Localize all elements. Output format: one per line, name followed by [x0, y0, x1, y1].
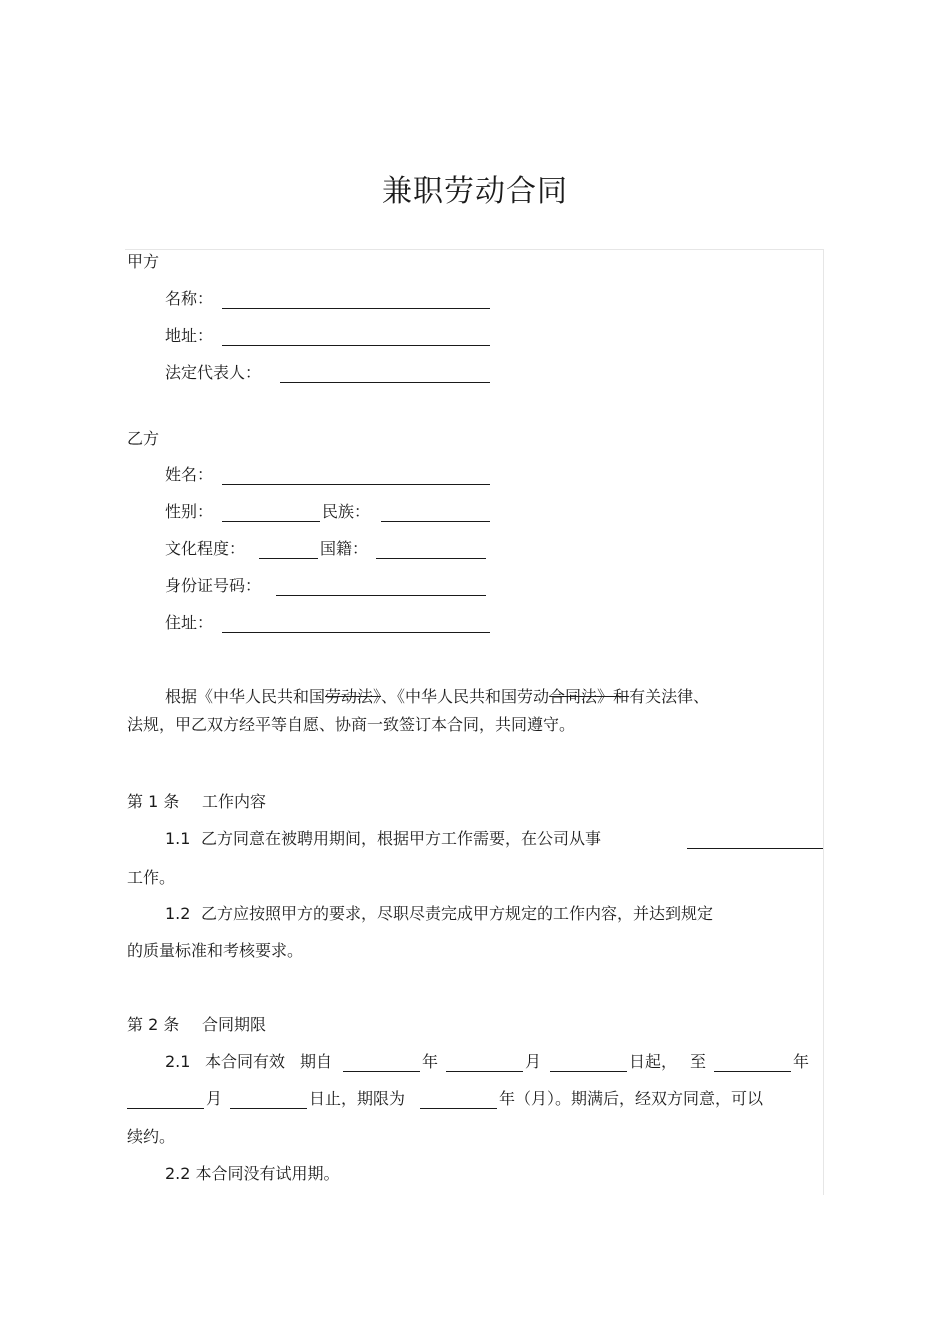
clause-1-1-text: 乙方同意在被聘用期间，根据甲方工作需要，在公司从事 [201, 829, 602, 848]
start-day-label: 日起， [629, 1052, 678, 1071]
party-b-education-field[interactable] [259, 540, 318, 559]
party-b-nationality-label: 国籍： [320, 539, 369, 558]
clause-1-2-text: 乙方应按照甲方的要求，尽职尽责完成甲方规定的工作内容，并达到规定 [201, 904, 714, 923]
party-b-heading: 乙方 [127, 429, 160, 448]
clause-2-2-text: 2.2 本合同没有试用期。 [165, 1164, 340, 1183]
document-title: 兼职劳动合同 [382, 174, 568, 209]
party-b-gender-field[interactable] [222, 503, 320, 522]
party-a-name-label: 名称： [165, 289, 214, 308]
clause-1-1-job-field[interactable] [687, 830, 823, 849]
preamble-text-2: 、《中华人民共和国劳动 [381, 687, 550, 706]
party-a-address-label: 地址： [165, 326, 214, 345]
end-month-field[interactable] [127, 1090, 204, 1109]
start-day-field[interactable] [550, 1053, 627, 1072]
party-b-id-field[interactable] [276, 577, 486, 596]
end-month-label: 月 [206, 1089, 223, 1108]
start-month-label: 月 [525, 1052, 542, 1071]
party-b-nationality-field[interactable] [376, 540, 486, 559]
preamble-text-1: 根据《中华人民共和国 [165, 687, 326, 706]
party-b-address-field[interactable] [222, 614, 490, 633]
clause-1-2-number: 1.2 [165, 904, 191, 923]
clause-2-1-continuation: 续约。 [127, 1127, 176, 1146]
party-b-ethnic-field[interactable] [381, 503, 490, 522]
article-2-number: 第 2 条 [127, 1015, 180, 1034]
party-b-address-label: 住址： [165, 613, 214, 632]
start-month-field[interactable] [446, 1053, 523, 1072]
period-field[interactable] [420, 1090, 497, 1109]
clause-2-1-number: 2.1 [165, 1052, 191, 1071]
party-a-heading: 甲方 [127, 252, 160, 271]
page-frame-right-border [823, 249, 824, 1195]
clause-1-2-continuation: 的质量标准和考核要求。 [127, 941, 304, 960]
article-1-number: 第 1 条 [127, 792, 180, 811]
party-a-rep-label: 法定代表人： [165, 363, 262, 382]
clause-1-1-continuation: 工作。 [127, 868, 176, 887]
period-unit-text: 年（月）。期满后，经双方同意，可以 [499, 1089, 764, 1108]
start-year-label: 年 [422, 1052, 439, 1071]
clause-1-1-number: 1.1 [165, 829, 191, 848]
preamble-text-3: 有关法律、 [629, 687, 710, 706]
end-day-label: 日止，期限为 [309, 1089, 406, 1108]
clause-2-1-text-a: 本合同有效 [205, 1052, 286, 1071]
preamble-line-2: 法规，甲乙双方经平等自愿、协商一致签订本合同，共同遵守。 [127, 715, 576, 734]
party-b-name-label: 姓名： [165, 465, 214, 484]
party-b-ethnic-label: 民族： [322, 502, 371, 521]
article-1-title: 工作内容 [202, 792, 267, 811]
preamble-line-1 [165, 687, 709, 707]
party-b-id-label: 身份证号码： [165, 576, 262, 595]
clause-2-1-text-b: 期自 [300, 1052, 333, 1071]
end-year-field[interactable] [714, 1053, 791, 1072]
party-b-gender-label: 性别： [165, 502, 214, 521]
party-b-education-label: 文化程度： [165, 539, 246, 558]
party-a-rep-field[interactable] [280, 364, 490, 383]
party-b-name-field[interactable] [222, 466, 490, 485]
end-year-label: 年 [793, 1052, 810, 1071]
party-a-address-field[interactable] [222, 327, 490, 346]
article-2-title: 合同期限 [202, 1015, 267, 1034]
preamble-struck-1: 劳动法》 [325, 687, 382, 706]
start-year-field[interactable] [343, 1053, 420, 1072]
page-frame-top-border [125, 249, 824, 250]
end-day-field[interactable] [230, 1090, 307, 1109]
party-a-name-field[interactable] [222, 290, 490, 309]
preamble-struck-2: 合同法》和 [549, 687, 630, 706]
to-label: 至 [690, 1052, 707, 1071]
